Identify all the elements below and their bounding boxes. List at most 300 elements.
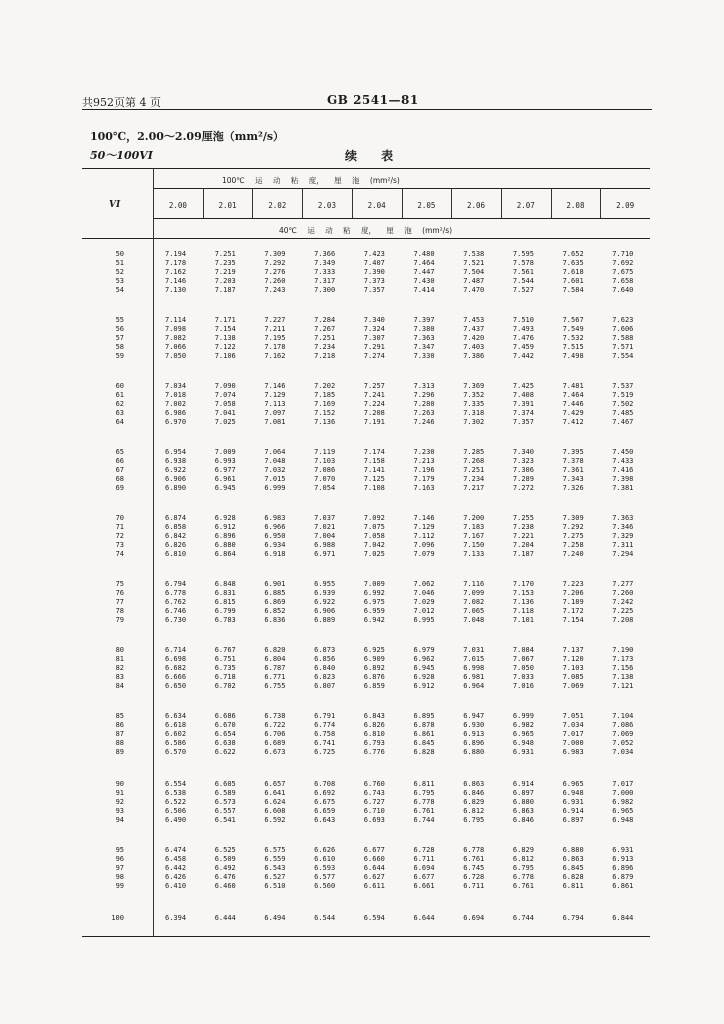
kinematic-viscosity-cell: 6.804 — [264, 655, 286, 663]
table-row — [82, 748, 650, 757]
kinematic-viscosity-cell: 7.623 — [612, 316, 634, 324]
kinematic-viscosity-cell: 6.945 — [413, 664, 435, 672]
table-row — [82, 882, 650, 891]
vi-value: 95 — [115, 846, 124, 854]
table-row — [82, 466, 650, 475]
kinematic-viscosity-cell: 7.447 — [413, 268, 435, 276]
kinematic-viscosity-cell: 6.767 — [214, 646, 236, 654]
kinematic-viscosity-cell: 7.050 — [165, 352, 187, 360]
kinematic-viscosity-cell: 6.896 — [463, 739, 485, 747]
table-row — [82, 448, 650, 457]
kinematic-viscosity-cell: 7.313 — [413, 382, 435, 390]
kinematic-viscosity-cell: 6.954 — [165, 448, 187, 456]
kinematic-viscosity-cell: 7.352 — [463, 391, 485, 399]
kinematic-viscosity-cell: 7.317 — [314, 277, 336, 285]
kinematic-viscosity-cell: 7.601 — [562, 277, 584, 285]
row-group — [82, 316, 650, 361]
kinematic-viscosity-cell: 6.896 — [612, 864, 634, 872]
kinematic-viscosity-cell: 7.280 — [413, 400, 435, 408]
vi-value: 98 — [115, 873, 124, 881]
column-header: 2.06 — [467, 201, 486, 210]
kinematic-viscosity-cell: 7.618 — [562, 268, 584, 276]
kinematic-viscosity-cell: 7.408 — [512, 391, 534, 399]
kinematic-viscosity-cell: 7.340 — [512, 448, 534, 456]
kinematic-viscosity-cell: 7.595 — [512, 250, 534, 258]
kinematic-viscosity-cell: 6.873 — [314, 646, 336, 654]
kinematic-viscosity-cell: 7.588 — [612, 334, 634, 342]
kinematic-viscosity-cell: 7.442 — [512, 352, 534, 360]
kinematic-viscosity-cell: 7.081 — [264, 418, 286, 426]
table-row — [82, 616, 650, 625]
kinematic-viscosity-cell: 7.480 — [413, 250, 435, 258]
kinematic-viscosity-cell: 7.343 — [562, 475, 584, 483]
kinematic-viscosity-cell: 7.021 — [314, 523, 336, 531]
kinematic-viscosity-cell: 6.708 — [314, 780, 336, 788]
column-divider — [252, 188, 253, 218]
kinematic-viscosity-cell: 6.751 — [214, 655, 236, 663]
kinematic-viscosity-cell: 6.955 — [314, 580, 336, 588]
kinematic-viscosity-cell: 6.828 — [562, 873, 584, 881]
kinematic-viscosity-cell: 6.912 — [413, 682, 435, 690]
kinematic-viscosity-cell: 7.217 — [463, 484, 485, 492]
kinematic-viscosity-cell: 7.016 — [512, 682, 534, 690]
kinematic-viscosity-cell: 7.033 — [512, 673, 534, 681]
kinematic-viscosity-cell: 7.240 — [562, 550, 584, 558]
vi-value: 88 — [115, 739, 124, 747]
kinematic-viscosity-cell: 7.412 — [562, 418, 584, 426]
kinematic-viscosity-cell: 6.686 — [214, 712, 236, 720]
table-row — [82, 259, 650, 268]
kinematic-viscosity-cell: 6.983 — [562, 748, 584, 756]
kinematic-viscosity-cell: 6.758 — [314, 730, 336, 738]
kinematic-viscosity-cell: 7.141 — [363, 466, 385, 474]
kinematic-viscosity-cell: 6.657 — [264, 780, 286, 788]
kinematic-viscosity-cell: 6.476 — [214, 873, 236, 881]
kinematic-viscosity-cell: 6.959 — [363, 607, 385, 615]
kinematic-viscosity-cell: 7.374 — [512, 409, 534, 417]
kinematic-viscosity-cell: 7.208 — [612, 616, 634, 624]
kinematic-viscosity-cell: 6.795 — [413, 789, 435, 797]
kinematic-viscosity-cell: 7.200 — [463, 514, 485, 522]
vi-column-header: VI — [109, 200, 121, 210]
kinematic-viscosity-cell: 6.442 — [165, 864, 187, 872]
kinematic-viscosity-cell: 6.783 — [214, 616, 236, 624]
kinematic-viscosity-cell: 7.034 — [562, 721, 584, 729]
kinematic-viscosity-cell: 7.234 — [314, 343, 336, 351]
kinematic-viscosity-cell: 6.641 — [264, 789, 286, 797]
kinematic-viscosity-cell: 6.650 — [165, 682, 187, 690]
kinematic-viscosity-cell: 6.895 — [413, 712, 435, 720]
kinematic-viscosity-cell: 7.267 — [314, 325, 336, 333]
kinematic-viscosity-cell: 6.807 — [314, 682, 336, 690]
kinematic-viscosity-cell: 7.430 — [413, 277, 435, 285]
kinematic-viscosity-cell: 6.965 — [612, 807, 634, 815]
kinematic-viscosity-cell: 6.939 — [314, 589, 336, 597]
vi-value: 57 — [115, 334, 124, 342]
table-row — [82, 343, 650, 352]
vi-value: 82 — [115, 664, 124, 672]
kinematic-viscosity-cell: 7.652 — [562, 250, 584, 258]
kinematic-viscosity-cell: 7.150 — [463, 541, 485, 549]
kinematic-viscosity-cell: 6.983 — [264, 514, 286, 522]
kinematic-viscosity-cell: 6.880 — [463, 748, 485, 756]
kinematic-viscosity-cell: 6.494 — [264, 914, 286, 922]
kinematic-viscosity-cell: 7.211 — [264, 325, 286, 333]
kinematic-viscosity-cell: 6.761 — [463, 855, 485, 863]
vi-value: 63 — [115, 409, 124, 417]
kinematic-viscosity-cell: 7.335 — [463, 400, 485, 408]
table-row — [82, 334, 650, 343]
kinematic-viscosity-cell: 6.845 — [413, 739, 435, 747]
kinematic-viscosity-cell: 6.634 — [165, 712, 187, 720]
kinematic-viscosity-cell: 7.009 — [363, 580, 385, 588]
kinematic-viscosity-cell: 7.309 — [264, 250, 286, 258]
kinematic-viscosity-cell: 6.836 — [264, 616, 286, 624]
kinematic-viscosity-cell: 7.459 — [512, 343, 534, 351]
kinematic-viscosity-cell: 7.099 — [463, 589, 485, 597]
kinematic-viscosity-cell: 7.260 — [612, 589, 634, 597]
kinematic-viscosity-cell: 6.538 — [165, 789, 187, 797]
table-row — [82, 780, 650, 789]
kinematic-viscosity-cell: 7.221 — [512, 532, 534, 540]
kinematic-viscosity-cell: 7.381 — [612, 484, 634, 492]
kinematic-viscosity-cell: 7.538 — [463, 250, 485, 258]
kinematic-viscosity-cell: 7.357 — [512, 418, 534, 426]
table-row — [82, 352, 650, 361]
kinematic-viscosity-cell: 6.826 — [363, 721, 385, 729]
table-row — [82, 673, 650, 682]
kinematic-viscosity-cell: 7.502 — [612, 400, 634, 408]
kinematic-viscosity-cell: 7.289 — [512, 475, 534, 483]
kinematic-viscosity-cell: 7.018 — [165, 391, 187, 399]
kinematic-viscosity-cell: 7.187 — [512, 550, 534, 558]
kinematic-viscosity-cell: 7.561 — [512, 268, 534, 276]
kinematic-viscosity-cell: 6.829 — [463, 798, 485, 806]
kinematic-viscosity-cell: 6.925 — [363, 646, 385, 654]
kinematic-viscosity-cell: 6.962 — [413, 655, 435, 663]
kinematic-viscosity-cell: 7.162 — [165, 268, 187, 276]
kinematic-viscosity-cell: 7.260 — [264, 277, 286, 285]
kinematic-viscosity-cell: 7.048 — [264, 457, 286, 465]
vi-value: 58 — [115, 343, 124, 351]
kinematic-viscosity-cell: 6.913 — [612, 855, 634, 863]
vi-value: 72 — [115, 532, 124, 540]
vi-value: 56 — [115, 325, 124, 333]
kinematic-viscosity-cell: 7.130 — [165, 286, 187, 294]
vi-value: 89 — [115, 748, 124, 756]
table-row — [82, 277, 650, 286]
vi-value: 69 — [115, 484, 124, 492]
kinematic-viscosity-cell: 7.004 — [314, 532, 336, 540]
row-group — [82, 646, 650, 691]
table-row — [82, 541, 650, 550]
kinematic-viscosity-cell: 6.693 — [363, 816, 385, 824]
kinematic-viscosity-cell: 7.329 — [612, 532, 634, 540]
kinematic-viscosity-cell: 6.643 — [314, 816, 336, 824]
kinematic-viscosity-cell: 7.113 — [264, 400, 286, 408]
column-header: 2.03 — [317, 201, 336, 210]
kinematic-viscosity-cell: 7.069 — [612, 730, 634, 738]
kinematic-viscosity-cell: 7.425 — [512, 382, 534, 390]
kinematic-viscosity-cell: 6.706 — [264, 730, 286, 738]
column-divider — [501, 188, 502, 218]
kinematic-viscosity-cell: 7.009 — [214, 448, 236, 456]
kinematic-viscosity-cell: 7.152 — [314, 409, 336, 417]
kinematic-viscosity-cell: 7.174 — [363, 448, 385, 456]
kinematic-viscosity-cell: 6.995 — [413, 616, 435, 624]
kinematic-viscosity-cell: 7.189 — [562, 598, 584, 606]
kinematic-viscosity-cell: 6.982 — [612, 798, 634, 806]
kinematic-viscosity-cell: 7.136 — [314, 418, 336, 426]
kinematic-viscosity-cell: 6.918 — [264, 550, 286, 558]
table-row — [82, 807, 650, 816]
row-group — [82, 250, 650, 295]
kinematic-viscosity-cell: 6.914 — [512, 780, 534, 788]
table-row — [82, 664, 650, 673]
kinematic-viscosity-cell: 6.608 — [264, 807, 286, 815]
kinematic-viscosity-cell: 6.728 — [463, 873, 485, 881]
kinematic-viscosity-cell: 6.554 — [165, 780, 187, 788]
kinematic-viscosity-cell: 7.532 — [562, 334, 584, 342]
kinematic-viscosity-cell: 6.735 — [214, 664, 236, 672]
kinematic-viscosity-cell: 7.275 — [562, 532, 584, 540]
kinematic-viscosity-cell: 6.394 — [165, 914, 187, 922]
kinematic-viscosity-cell: 6.859 — [363, 682, 385, 690]
table-top-rule — [82, 168, 650, 169]
vi-value: 55 — [115, 316, 124, 324]
kinematic-viscosity-cell: 6.831 — [214, 589, 236, 597]
kinematic-viscosity-cell: 6.509 — [214, 855, 236, 863]
kinematic-viscosity-cell: 7.170 — [512, 580, 534, 588]
kinematic-viscosity-cell: 7.519 — [612, 391, 634, 399]
kinematic-viscosity-cell: 6.586 — [165, 739, 187, 747]
kinematic-viscosity-cell: 6.948 — [612, 816, 634, 824]
kinematic-viscosity-cell: 7.363 — [413, 334, 435, 342]
kinematic-viscosity-cell: 7.292 — [562, 523, 584, 531]
kinematic-viscosity-cell: 7.054 — [314, 484, 336, 492]
kinematic-viscosity-cell: 6.928 — [214, 514, 236, 522]
kinematic-viscosity-cell: 7.146 — [165, 277, 187, 285]
kinematic-viscosity-cell: 7.051 — [562, 712, 584, 720]
row-group — [82, 580, 650, 625]
kinematic-viscosity-cell: 7.255 — [512, 514, 534, 522]
kinematic-viscosity-cell: 6.661 — [413, 882, 435, 890]
kinematic-viscosity-cell: 7.218 — [314, 352, 336, 360]
vi-range: 50～100VI — [90, 149, 153, 162]
table-row — [82, 646, 650, 655]
kinematic-viscosity-cell: 7.090 — [214, 382, 236, 390]
kinematic-viscosity-cell: 6.760 — [363, 780, 385, 788]
kinematic-viscosity-cell: 6.844 — [612, 914, 634, 922]
kinematic-viscosity-cell: 7.324 — [363, 325, 385, 333]
kinematic-viscosity-cell: 7.241 — [363, 391, 385, 399]
kinematic-viscosity-cell: 6.544 — [314, 914, 336, 922]
kinematic-viscosity-cell: 7.136 — [512, 598, 534, 606]
kinematic-viscosity-cell: 7.450 — [612, 448, 634, 456]
kinematic-viscosity-cell: 7.710 — [612, 250, 634, 258]
kinematic-viscosity-cell: 7.251 — [314, 334, 336, 342]
kinematic-viscosity-cell: 7.048 — [463, 616, 485, 624]
kinematic-viscosity-cell: 7.567 — [562, 316, 584, 324]
kinematic-viscosity-cell: 7.062 — [413, 580, 435, 588]
kinematic-viscosity-cell: 7.187 — [214, 286, 236, 294]
kinematic-viscosity-cell: 6.728 — [413, 846, 435, 854]
table-row — [82, 730, 650, 739]
kinematic-viscosity-cell: 7.125 — [363, 475, 385, 483]
kinematic-viscosity-cell: 6.682 — [165, 664, 187, 672]
header-bottom-rule — [82, 238, 650, 239]
kinematic-viscosity-cell: 6.787 — [264, 664, 286, 672]
kinematic-viscosity-cell: 6.890 — [165, 484, 187, 492]
kinematic-viscosity-cell: 6.460 — [214, 882, 236, 890]
kinematic-viscosity-cell: 6.702 — [214, 682, 236, 690]
kinematic-viscosity-cell: 7.330 — [413, 352, 435, 360]
kinematic-viscosity-cell: 6.711 — [413, 855, 435, 863]
row-group — [82, 382, 650, 427]
table-row — [82, 873, 650, 882]
vi-value: 62 — [115, 400, 124, 408]
table-row — [82, 325, 650, 334]
kinematic-viscosity-cell: 7.163 — [413, 484, 435, 492]
kinematic-viscosity-cell: 7.195 — [264, 334, 286, 342]
kinematic-viscosity-cell: 7.347 — [413, 343, 435, 351]
kinematic-viscosity-cell: 6.778 — [165, 589, 187, 597]
kinematic-viscosity-cell: 7.015 — [264, 475, 286, 483]
vi-value: 97 — [115, 864, 124, 872]
kinematic-viscosity-cell: 6.677 — [413, 873, 435, 881]
table-row — [82, 532, 650, 541]
kinematic-viscosity-cell: 6.654 — [214, 730, 236, 738]
kinematic-viscosity-cell: 6.730 — [165, 616, 187, 624]
kinematic-viscosity-cell: 6.986 — [165, 409, 187, 417]
kinematic-viscosity-cell: 6.906 — [165, 475, 187, 483]
kinematic-viscosity-cell: 7.470 — [463, 286, 485, 294]
table-bottom-rule — [82, 936, 650, 937]
vi-value: 100 — [111, 914, 124, 922]
vi-value: 93 — [115, 807, 124, 815]
kinematic-viscosity-cell: 6.675 — [314, 798, 336, 806]
kinematic-viscosity-cell: 6.878 — [413, 721, 435, 729]
kinematic-viscosity-cell: 6.945 — [214, 484, 236, 492]
kinematic-viscosity-cell: 6.848 — [214, 580, 236, 588]
kinematic-viscosity-cell: 7.032 — [264, 466, 286, 474]
kinematic-viscosity-cell: 7.306 — [512, 466, 534, 474]
kinematic-viscosity-cell: 7.361 — [562, 466, 584, 474]
kinematic-viscosity-cell: 6.852 — [264, 607, 286, 615]
kinematic-viscosity-cell: 7.185 — [314, 391, 336, 399]
row-group — [82, 514, 650, 559]
kinematic-viscosity-cell: 6.811 — [413, 780, 435, 788]
table-row — [82, 250, 650, 259]
kinematic-viscosity-cell: 7.635 — [562, 259, 584, 267]
kinematic-viscosity-cell: 7.554 — [612, 352, 634, 360]
table-row — [82, 409, 650, 418]
kinematic-viscosity-cell: 7.112 — [413, 532, 435, 540]
vi-value: 75 — [115, 580, 124, 588]
kinematic-viscosity-cell: 6.602 — [165, 730, 187, 738]
kinematic-viscosity-cell: 7.202 — [314, 382, 336, 390]
kinematic-viscosity-cell: 6.864 — [214, 550, 236, 558]
kinematic-viscosity-cell: 6.605 — [214, 780, 236, 788]
kinematic-viscosity-cell: 6.624 — [264, 798, 286, 806]
kinematic-viscosity-cell: 7.208 — [363, 409, 385, 417]
vi-value: 91 — [115, 789, 124, 797]
table-row — [82, 655, 650, 664]
kinematic-viscosity-cell: 6.912 — [214, 523, 236, 531]
kinematic-viscosity-cell: 6.670 — [214, 721, 236, 729]
kinematic-viscosity-cell: 7.378 — [562, 457, 584, 465]
kinematic-viscosity-cell: 6.506 — [165, 807, 187, 815]
kinematic-viscosity-cell: 7.084 — [512, 646, 534, 654]
column-divider — [600, 188, 601, 218]
table-row — [82, 382, 650, 391]
kinematic-viscosity-cell: 6.880 — [214, 541, 236, 549]
vi-value: 90 — [115, 780, 124, 788]
kinematic-viscosity-cell: 6.592 — [264, 816, 286, 824]
vi-value: 54 — [115, 286, 124, 294]
kinematic-viscosity-cell: 7.251 — [214, 250, 236, 258]
kinematic-viscosity-cell: 6.714 — [165, 646, 187, 654]
kinematic-viscosity-cell: 7.302 — [463, 418, 485, 426]
kinematic-viscosity-cell: 6.938 — [165, 457, 187, 465]
kinematic-viscosity-cell: 6.510 — [264, 882, 286, 890]
kinematic-viscosity-cell: 6.922 — [165, 466, 187, 474]
kinematic-viscosity-cell: 7.002 — [165, 400, 187, 408]
kinematic-viscosity-cell: 6.845 — [562, 864, 584, 872]
kinematic-viscosity-cell: 7.046 — [413, 589, 435, 597]
kinematic-viscosity-cell: 7.274 — [363, 352, 385, 360]
kinematic-viscosity-cell: 6.823 — [314, 673, 336, 681]
kinematic-viscosity-cell: 7.235 — [214, 259, 236, 267]
row-group — [82, 780, 650, 825]
kinematic-viscosity-cell: 6.644 — [413, 914, 435, 922]
vi-value: 53 — [115, 277, 124, 285]
kinematic-viscosity-cell: 7.000 — [612, 789, 634, 797]
kinematic-viscosity-cell: 6.570 — [165, 748, 187, 756]
kinematic-viscosity-cell: 6.988 — [314, 541, 336, 549]
table-row — [82, 846, 650, 855]
kinematic-viscosity-cell: 7.118 — [512, 607, 534, 615]
kinematic-viscosity-cell: 6.993 — [214, 457, 236, 465]
kinematic-viscosity-cell: 7.323 — [512, 457, 534, 465]
kinematic-viscosity-cell: 7.386 — [463, 352, 485, 360]
kinematic-viscosity-cell: 6.896 — [214, 532, 236, 540]
kinematic-viscosity-cell: 7.085 — [562, 673, 584, 681]
kinematic-viscosity-cell: 7.098 — [165, 325, 187, 333]
kinematic-viscosity-cell: 7.223 — [562, 580, 584, 588]
kinematic-viscosity-cell: 6.771 — [264, 673, 286, 681]
kinematic-viscosity-cell: 6.426 — [165, 873, 187, 881]
kinematic-viscosity-cell: 6.444 — [214, 914, 236, 922]
kinematic-viscosity-cell: 6.810 — [363, 730, 385, 738]
kinematic-viscosity-cell: 7.179 — [413, 475, 435, 483]
kinematic-viscosity-cell: 7.464 — [413, 259, 435, 267]
kinematic-viscosity-cell: 6.971 — [314, 550, 336, 558]
kinematic-viscosity-cell: 7.025 — [214, 418, 236, 426]
kinematic-viscosity-cell: 7.052 — [612, 739, 634, 747]
kinematic-viscosity-cell: 6.738 — [264, 712, 286, 720]
kinematic-viscosity-cell: 6.761 — [512, 882, 534, 890]
kinematic-viscosity-cell: 7.129 — [264, 391, 286, 399]
kinematic-viscosity-cell: 7.675 — [612, 268, 634, 276]
kinematic-viscosity-cell: 7.029 — [413, 598, 435, 606]
table-row — [82, 316, 650, 325]
kinematic-viscosity-cell: 7.173 — [612, 655, 634, 663]
kinematic-viscosity-cell: 6.795 — [463, 816, 485, 824]
kinematic-viscosity-cell: 6.722 — [264, 721, 286, 729]
kinematic-viscosity-cell: 7.481 — [562, 382, 584, 390]
kinematic-viscosity-cell: 7.116 — [463, 580, 485, 588]
